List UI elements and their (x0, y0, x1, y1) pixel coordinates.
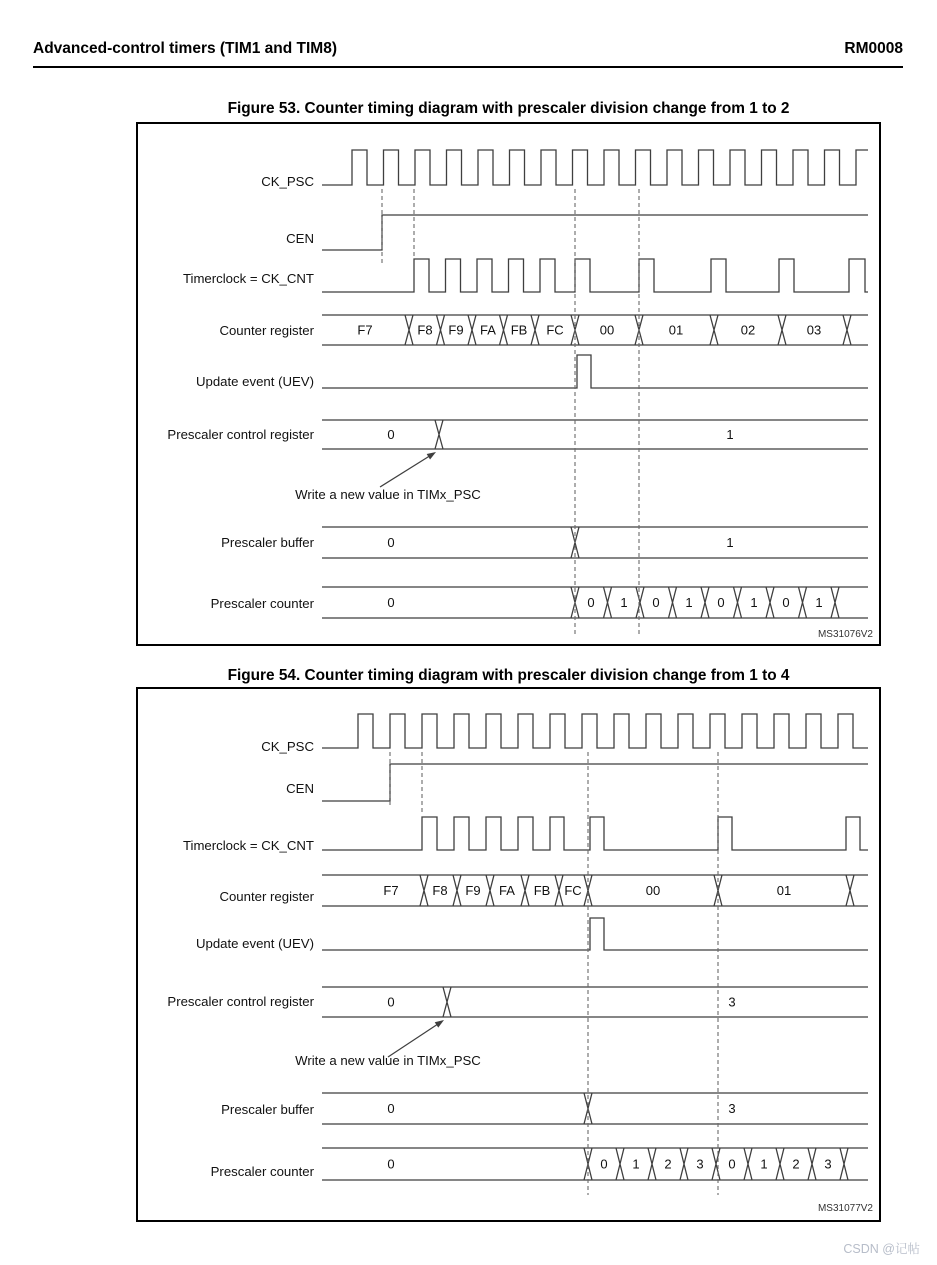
psc-buf-waveform (322, 527, 868, 558)
bus-value: 0 (587, 595, 595, 610)
bus-value: 03 (806, 322, 822, 338)
bus-value: 3 (728, 994, 736, 1010)
bus-value: 3 (696, 1156, 704, 1172)
signal-label: Timerclock = CK_CNT (182, 271, 314, 286)
signal-label: Prescaler control register (167, 427, 314, 442)
bus-value: FC (546, 322, 564, 338)
signal-label: Prescaler control register (167, 994, 314, 1009)
figure54-box (136, 687, 881, 1222)
bus-value: F9 (465, 883, 481, 898)
psc-buf-waveform (322, 1093, 868, 1124)
watermark: CSDN @记帖 (843, 1242, 920, 1256)
section-heading: Advanced-control timers (TIM1 and TIM8) (33, 40, 338, 57)
ck-psc-waveform (322, 714, 868, 748)
figure-image-id: MS31077V2 (817, 1203, 873, 1214)
figure54-timing-diagram (138, 689, 879, 1220)
bus-value: FA (480, 322, 496, 338)
bus-value: 2 (792, 1156, 800, 1172)
bus-value: 0 (652, 595, 660, 610)
uev-waveform (322, 355, 868, 388)
signal-label: CK_PSC (261, 174, 314, 189)
bus-value: FA (499, 883, 515, 898)
bus-value: 00 (645, 883, 661, 898)
bus-value: 1 (632, 1156, 640, 1172)
bus-value: 0 (387, 427, 395, 442)
bus-value: FB (510, 322, 528, 338)
signal-label: Prescaler buffer (221, 535, 314, 550)
ck-cnt-waveform (322, 259, 868, 292)
bus-value: 0 (717, 595, 725, 610)
bus-value: 1 (726, 535, 734, 550)
bus-value: 1 (726, 427, 734, 442)
figure-image-id: MS31076V2 (817, 629, 873, 640)
annotation-text: Write a new value in TIMx_PSC (295, 1053, 481, 1068)
bus-value: 0 (387, 994, 395, 1010)
figure53-timing-diagram (138, 124, 879, 644)
bus-value: 0 (728, 1156, 736, 1172)
annotation-arrowhead (435, 1020, 444, 1028)
psc-cnt-waveform (322, 1148, 868, 1180)
figure53-box (136, 122, 881, 646)
bus-value: 01 (776, 883, 792, 898)
bus-value: 1 (620, 595, 628, 610)
signal-label: Timerclock = CK_CNT (182, 838, 314, 853)
bus-value: 1 (750, 595, 758, 610)
annotation-text: Write a new value in TIMx_PSC (295, 487, 481, 502)
bus-value: 3 (728, 1101, 736, 1116)
figure54-title: Figure 54. Counter timing diagram with prescaler division change from 1 to 4 (227, 667, 790, 684)
figure53-title: Figure 53. Counter timing diagram with prescaler division change from 1 to 2 (227, 100, 790, 117)
signal-label: Update event (UEV) (195, 374, 314, 389)
signal-label: Prescaler counter (210, 596, 314, 611)
bus-value: F7 (383, 883, 399, 898)
bus-value: 0 (387, 1101, 395, 1116)
bus-value: 0 (387, 535, 395, 550)
signal-label: Update event (UEV) (195, 936, 314, 951)
header-rule (33, 66, 903, 68)
annotation-arrowhead (427, 452, 436, 459)
cen-waveform (322, 764, 868, 801)
bus-value: 01 (668, 322, 684, 338)
bus-value: F8 (432, 883, 448, 898)
bus-value: 3 (824, 1156, 832, 1172)
bus-value: 0 (600, 1156, 608, 1172)
signal-label: Prescaler buffer (221, 1102, 314, 1117)
bus-value: 2 (664, 1156, 672, 1172)
signal-label: Counter register (219, 323, 314, 338)
ck-psc-waveform (322, 150, 868, 185)
cen-waveform (322, 215, 868, 250)
bus-value: F9 (448, 322, 464, 338)
counter-waveform (322, 315, 868, 345)
annotation-arrow (388, 1023, 440, 1057)
bus-value: 0 (387, 595, 395, 610)
bus-value: F7 (357, 322, 373, 338)
doc-reference: RM0008 (844, 40, 903, 57)
psc-ctrl-waveform (322, 420, 868, 449)
bus-value: 0 (782, 595, 790, 610)
bus-value: 02 (740, 322, 756, 338)
signal-label: Counter register (219, 889, 314, 904)
bus-value: FB (533, 883, 551, 898)
bus-value: 1 (815, 595, 823, 610)
signal-label: CEN (286, 781, 314, 796)
bus-value: 1 (760, 1156, 768, 1172)
bus-value: 0 (387, 1156, 395, 1172)
annotation-arrow (380, 455, 432, 487)
psc-ctrl-waveform (322, 987, 868, 1017)
signal-label: CK_PSC (261, 739, 314, 754)
ck-cnt-waveform (322, 817, 868, 850)
signal-label: CEN (286, 231, 314, 246)
bus-value: FC (564, 883, 582, 898)
bus-value: 00 (599, 322, 615, 338)
bus-value: F8 (417, 322, 433, 338)
uev-waveform (322, 918, 868, 950)
bus-value: 1 (685, 595, 693, 610)
signal-label: Prescaler counter (210, 1164, 314, 1179)
